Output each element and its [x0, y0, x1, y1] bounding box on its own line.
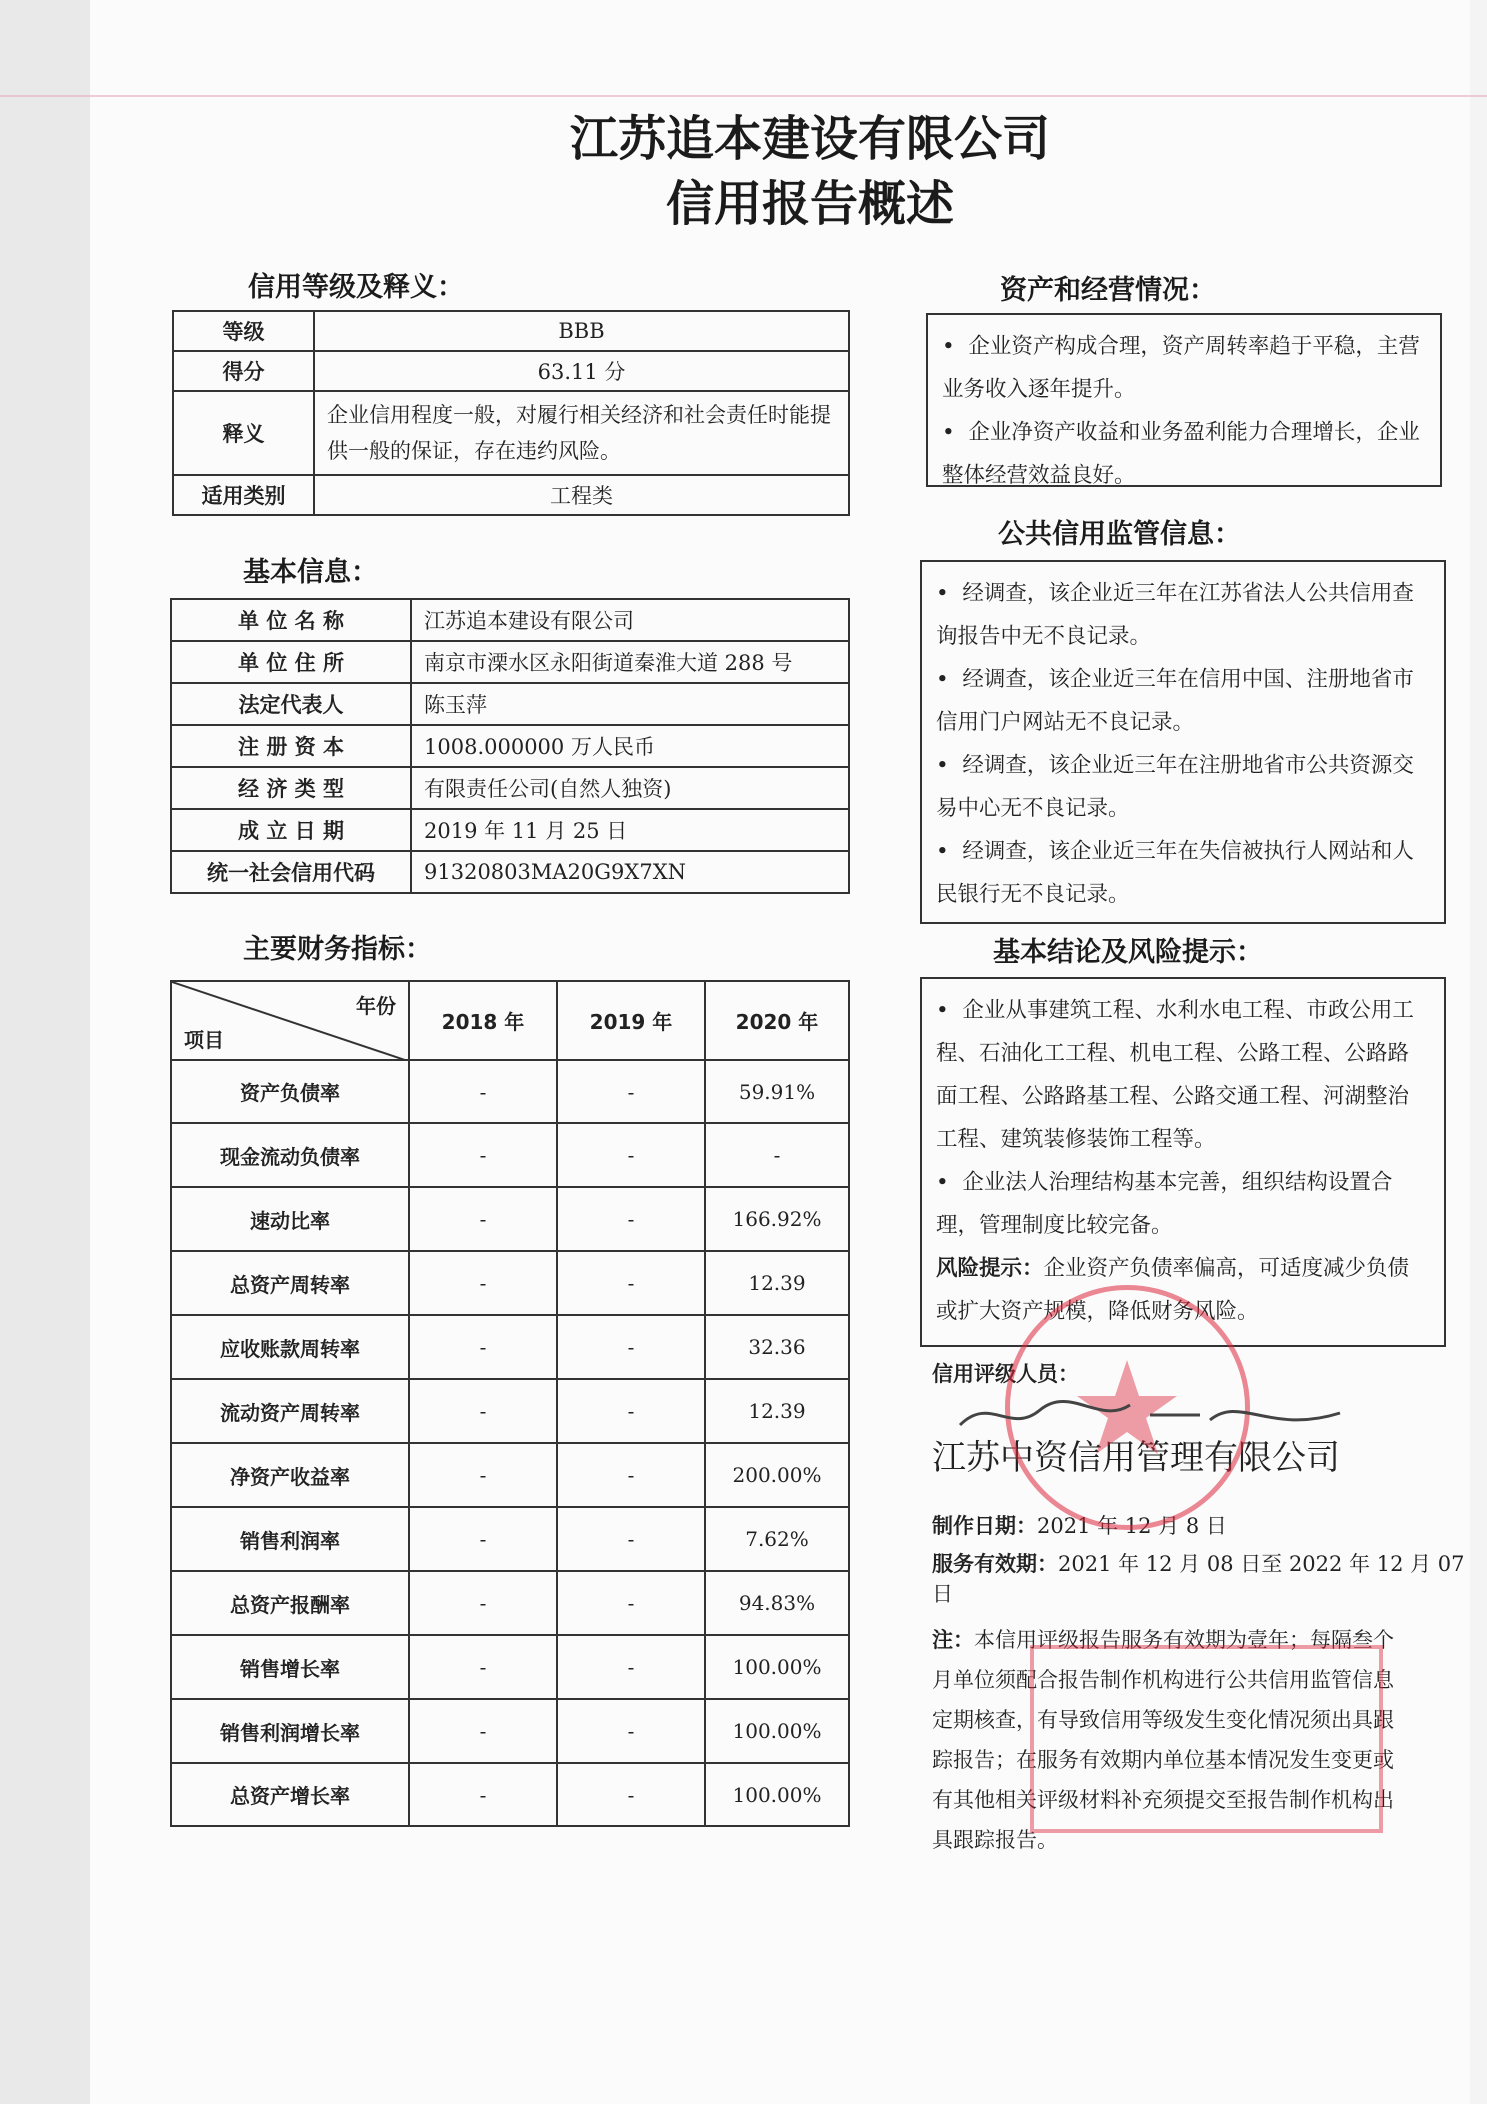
public-item: • 经调查，该企业近三年在信用中国、注册地省市信用门户网站无不良记录。	[936, 667, 1414, 735]
finance-item: 流动资产周转率	[171, 1379, 409, 1443]
agency-name: 江苏中资信用管理有限公司	[932, 1438, 1340, 1478]
finance-cell: 7.62%	[705, 1507, 849, 1571]
finance-item: 资产负债率	[171, 1060, 409, 1123]
finance-item: 总资产增长率	[171, 1763, 409, 1826]
finance-cell: -	[557, 1251, 705, 1315]
rating-label: 等级	[173, 311, 314, 351]
finance-item: 销售利润率	[171, 1507, 409, 1571]
finance-item: 销售增长率	[171, 1635, 409, 1699]
finance-cell: 12.39	[705, 1251, 849, 1315]
basic-table	[170, 598, 850, 894]
finance-cell: 100.00%	[705, 1763, 849, 1826]
rating-value: 工程类	[314, 475, 849, 515]
basic-label: 单 位 名 称	[171, 599, 411, 641]
basic-value: 南京市溧水区永阳街道秦淮大道 288 号	[411, 641, 849, 683]
basic-label: 法定代表人	[171, 683, 411, 725]
finance-cell: -	[409, 1635, 557, 1699]
finance-item: 总资产报酬率	[171, 1571, 409, 1635]
basic-heading: 基本信息：	[243, 557, 378, 588]
finance-cell: 200.00%	[705, 1443, 849, 1507]
finance-cell: -	[557, 1187, 705, 1251]
assets-heading: 资产和经营情况：	[1000, 275, 1216, 306]
basic-value: 江苏追本建设有限公司	[411, 599, 849, 641]
finance-item: 现金流动负债率	[171, 1123, 409, 1187]
finance-cell: -	[409, 1699, 557, 1763]
finance-item: 应收账款周转率	[171, 1315, 409, 1379]
basic-label: 成 立 日 期	[171, 809, 411, 851]
finance-cell: -	[409, 1379, 557, 1443]
rating-label: 释义	[173, 391, 314, 475]
report-stamp	[1030, 1645, 1383, 1833]
finance-corner-cell	[171, 981, 409, 1060]
finance-item: 总资产周转率	[171, 1251, 409, 1315]
finance-cell: -	[557, 1379, 705, 1443]
finance-cell: -	[409, 1571, 557, 1635]
note-paragraph: 注：本信用评级报告服务有效期为壹年；每隔叁个月单位须配合报告制作机构进行公共信用监管信息定期核查，有导致信用等级发生变化情况须出具跟踪报告；在服务有效期内单位基本情况发生变更或有其他相关评级材料补充须提交至报告制作机构出具跟踪报告。	[932, 1628, 1394, 1852]
finance-cell: 100.00%	[705, 1635, 849, 1699]
finance-item: 速动比率	[171, 1187, 409, 1251]
basic-label: 经 济 类 型	[171, 767, 411, 809]
year-header: 2020 年	[705, 981, 849, 1060]
basic-value: 陈玉萍	[411, 683, 849, 725]
finance-table	[170, 980, 850, 1827]
rating-value: BBB	[314, 311, 849, 351]
finance-cell: -	[557, 1699, 705, 1763]
finance-cell: -	[557, 1635, 705, 1699]
finance-cell: 100.00%	[705, 1699, 849, 1763]
finance-heading: 主要财务指标：	[243, 934, 432, 965]
finance-cell: -	[557, 1315, 705, 1379]
rating-value: 63.11 分	[314, 351, 849, 391]
finance-cell: -	[409, 1763, 557, 1826]
finance-cell: 59.91%	[705, 1060, 849, 1123]
signature-mark	[950, 1385, 1350, 1445]
public-item: • 经调查，该企业近三年在失信被执行人网站和人民银行无不良记录。	[936, 839, 1414, 907]
page-title: 江苏追本建设有限公司	[569, 111, 1050, 167]
corner-year-label: 年份	[356, 994, 396, 1018]
conclusion-item: • 企业法人治理结构基本完善，组织结构设置合理，管理制度比较完备。	[936, 1170, 1393, 1238]
rating-label: 得分	[173, 351, 314, 391]
finance-cell: -	[409, 1123, 557, 1187]
year-header: 2019 年	[557, 981, 705, 1060]
finance-cell: -	[409, 1507, 557, 1571]
finance-cell: -	[557, 1443, 705, 1507]
finance-cell: -	[409, 1060, 557, 1123]
finance-cell: -	[409, 1443, 557, 1507]
basic-label: 统一社会信用代码	[171, 851, 411, 893]
finance-cell: -	[557, 1123, 705, 1187]
assets-item: • 企业净资产收益和业务盈利能力合理增长，企业整体经营效益良好。	[942, 420, 1420, 488]
finance-cell: -	[409, 1251, 557, 1315]
made-date-line: 制作日期：2021 年 12 月 8 日	[932, 1514, 1227, 1538]
assets-box	[926, 313, 1442, 487]
basic-value: 1008.000000 万人民币	[411, 725, 849, 767]
valid-range-line: 服务有效期：2021 年 12 月 08 日至 2022 年 12 月 07 日	[932, 1552, 1465, 1606]
finance-item: 净资产收益率	[171, 1443, 409, 1507]
basic-value: 有限责任公司(自然人独资)	[411, 767, 849, 809]
rater-label: 信用评级人员：	[932, 1362, 1079, 1386]
public-heading: 公共信用监管信息：	[998, 519, 1241, 550]
finance-cell: 94.83%	[705, 1571, 849, 1635]
page-subtitle: 信用报告概述	[665, 176, 954, 232]
risk-note: 风险提示：企业资产负债率偏高，可适度减少负债或扩大资产规模，降低财务风险。	[936, 1256, 1410, 1324]
basic-value: 91320803MA20G9X7XN	[411, 851, 849, 893]
corner-item-label: 项目	[184, 1028, 224, 1052]
basic-label: 注 册 资 本	[171, 725, 411, 767]
basic-value: 2019 年 11 月 25 日	[411, 809, 849, 851]
public-box	[920, 560, 1446, 924]
assets-item: • 企业资产构成合理，资产周转率趋于平稳，主营业务收入逐年提升。	[942, 334, 1420, 402]
finance-cell: -	[705, 1123, 849, 1187]
finance-cell: 166.92%	[705, 1187, 849, 1251]
decorative-line	[0, 95, 1487, 97]
rating-label: 适用类别	[173, 475, 314, 515]
binding-edge	[0, 0, 92, 2104]
finance-cell: -	[557, 1060, 705, 1123]
rating-value: 企业信用程度一般，对履行相关经济和社会责任时能提供一般的保证，存在违约风险。	[314, 391, 849, 475]
conclusion-heading: 基本结论及风险提示：	[993, 937, 1263, 968]
rating-table	[172, 310, 850, 516]
conclusion-item: • 企业从事建筑工程、水利水电工程、市政公用工程、石油化工工程、机电工程、公路工程、公路路面工程、公路路基工程、公路交通工程、河湖整治工程、建筑装修装饰工程等。	[936, 998, 1414, 1152]
finance-cell: -	[557, 1763, 705, 1826]
basic-label: 单 位 住 所	[171, 641, 411, 683]
year-header: 2018 年	[409, 981, 557, 1060]
public-item: • 经调查，该企业近三年在注册地省市公共资源交易中心无不良记录。	[936, 753, 1414, 821]
finance-item: 销售利润增长率	[171, 1699, 409, 1763]
finance-cell: -	[557, 1507, 705, 1571]
rating-heading: 信用等级及释义：	[248, 272, 464, 303]
finance-cell: 12.39	[705, 1379, 849, 1443]
public-item: • 经调查，该企业近三年在江苏省法人公共信用查询报告中无不良记录。	[936, 581, 1414, 649]
finance-cell: -	[409, 1315, 557, 1379]
finance-cell: 32.36	[705, 1315, 849, 1379]
finance-cell: -	[557, 1571, 705, 1635]
finance-cell: -	[409, 1187, 557, 1251]
